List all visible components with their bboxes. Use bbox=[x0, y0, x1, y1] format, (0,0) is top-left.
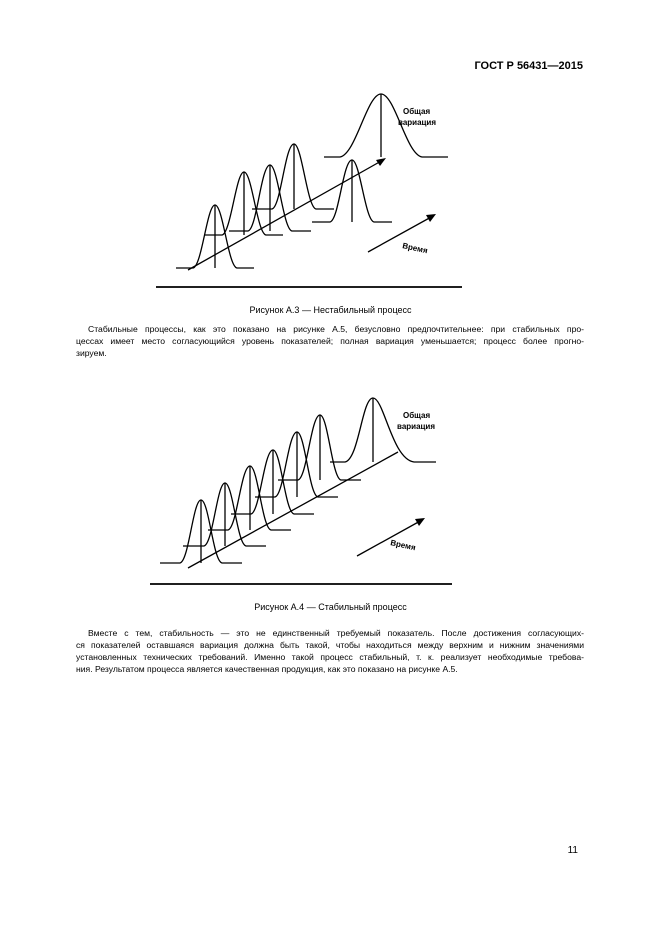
total-variation-label-line2: вариация bbox=[398, 118, 437, 127]
time-arrowhead bbox=[426, 214, 436, 222]
page-number: 11 bbox=[567, 845, 578, 856]
paragraph-stability bbox=[76, 323, 584, 359]
figure-a4-drawing bbox=[0, 385, 661, 595]
document-header: ГОСТ Р 56431—2015 bbox=[474, 60, 583, 72]
trend-arrowhead bbox=[376, 158, 386, 166]
paragraph-line: ния. Результатом процесса является качественная продукция, как это показано на рисунке А.5. bbox=[76, 664, 458, 674]
figure-a3-drawing bbox=[0, 80, 661, 295]
time-label: Время bbox=[389, 538, 417, 553]
figure-a4-caption: Рисунок А.4 — Стабильный процесс bbox=[254, 602, 407, 612]
time-arrowhead bbox=[415, 518, 425, 526]
figure-a4 bbox=[0, 385, 661, 595]
total-variation-label-line1: Общая bbox=[403, 107, 431, 116]
figure-a3-caption: Рисунок А.3 — Нестабильный процесс bbox=[249, 305, 412, 315]
paragraph-line: Стабильные процессы, как это показано на рисунке А.5, безусловно предпочтительнее: при стабильных про- bbox=[88, 324, 584, 334]
paragraph-requirements bbox=[76, 627, 584, 675]
figure-a3 bbox=[0, 80, 661, 295]
paragraph-line: Вместе с тем, стабильность — это не единственный требуемый показатель. После достижения согласующих- bbox=[88, 628, 584, 638]
paragraph-line: цессах имеет место согласующийся уровень показателей; полная вариация уменьшается; процесс более прогно- bbox=[76, 336, 584, 346]
paragraph-line: ся показателей оставшаяся вариация должна быть такой, чтобы находиться между верхним и нижним значениями bbox=[76, 640, 584, 650]
total-variation-label-line2: вариация bbox=[397, 422, 436, 431]
paragraph-line: установленных технических требований. Именно такой процесс стабильный, т. к. реализует необходимые требова- bbox=[76, 652, 584, 662]
total-variation-label-line1: Общая bbox=[403, 411, 431, 420]
time-label: Время bbox=[401, 241, 429, 256]
trend-arrow bbox=[188, 160, 383, 270]
paragraph-line: зируем. bbox=[76, 348, 107, 358]
distribution-curve bbox=[252, 144, 334, 209]
